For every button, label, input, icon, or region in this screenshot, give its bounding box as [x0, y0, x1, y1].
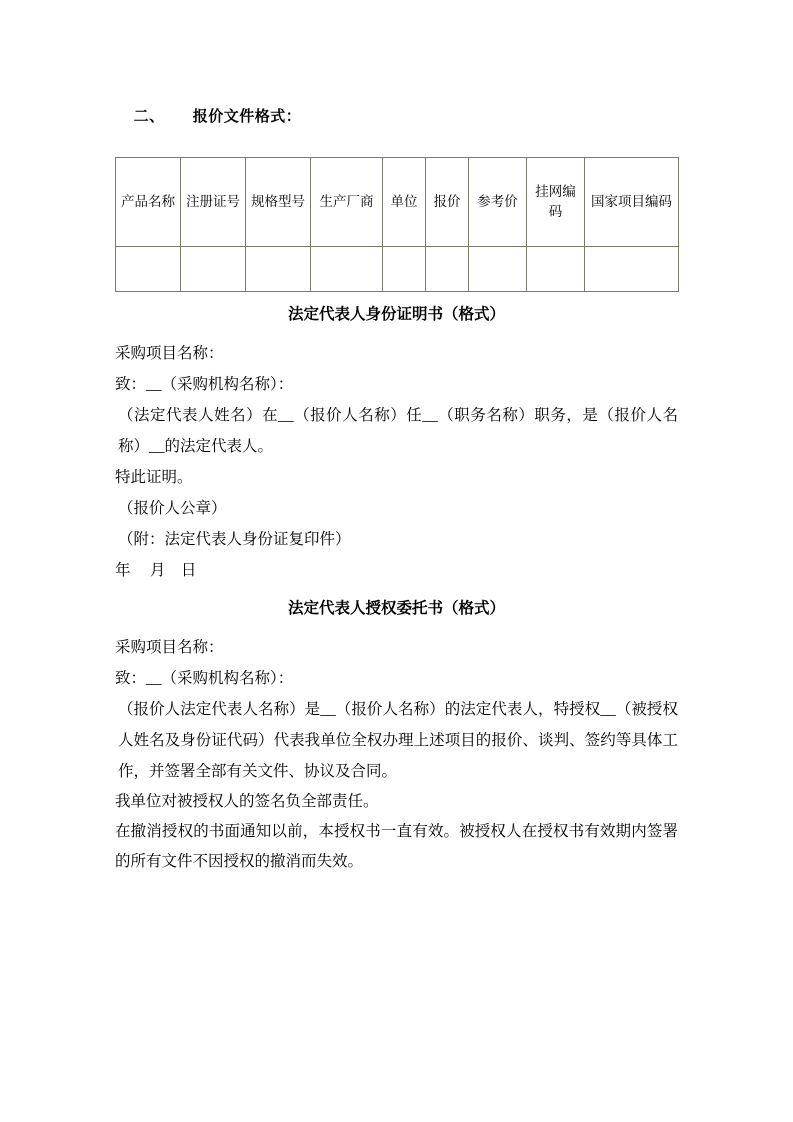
table-header-cell: 报价 — [426, 158, 469, 247]
power-of-attorney-body — [115, 632, 678, 878]
date-line: 年 月 日 — [115, 562, 197, 579]
paragraph: 致：__（采购机构名称）： — [115, 376, 294, 393]
section-title: 报价文件格式： — [192, 108, 302, 125]
table-header-cell: 注册证号 — [181, 158, 246, 247]
power-of-attorney-title: 法定代表人授权委托书（格式） — [287, 600, 505, 617]
table-cell — [311, 247, 383, 292]
table-header-cell: 规格型号 — [246, 158, 311, 247]
paragraph: 采购项目名称： — [115, 639, 224, 656]
paragraph: 我单位对被授权人的签名负全部责任。 — [115, 793, 379, 810]
table-header-cell: 国家项目编码 — [585, 158, 679, 247]
table-row — [116, 247, 679, 292]
table-header-cell: 产品名称 — [116, 158, 181, 247]
table-cell — [469, 247, 527, 292]
table-cell — [383, 247, 426, 292]
table-header-cell: 生产厂商 — [311, 158, 383, 247]
table-cell — [426, 247, 469, 292]
section-number: 二、 — [133, 108, 165, 125]
section-heading — [115, 88, 678, 143]
paragraph: 致：__（采购机构名称）： — [115, 670, 294, 687]
paragraph: 采购项目名称： — [115, 345, 224, 362]
table-header-row — [116, 158, 679, 247]
table-cell — [585, 247, 679, 292]
table-header-cell: 挂网编码 — [527, 158, 585, 247]
table-cell — [527, 247, 585, 292]
paragraph: （法定代表人姓名）在__（报价人名称）任__（职务名称）职务，是（报价人名称）__的法定代表人。 — [118, 407, 678, 455]
table-header-cell: 单位 — [383, 158, 426, 247]
paragraph: （报价人公章） — [118, 500, 227, 517]
paragraph: 在撤消授权的书面通知以前，本授权书一直有效。被授权人在授权书有效期内签署的所有文件不因授权的撤消而失效。 — [115, 823, 678, 871]
paragraph: （附：法定代表人身份证复印件） — [118, 531, 351, 548]
paragraph: （报价人法定代表人名称）是__（报价人名称）的法定代表人，特授权__（被授权人姓名及身份证代码）代表我单位全权办理上述项目的报价、谈判、签约等具体工作，并签署全部有关文件、协议及合同。 — [118, 701, 678, 780]
table-cell — [246, 247, 311, 292]
legal-rep-id-title: 法定代表人身份证明书（格式） — [287, 306, 505, 323]
paragraph: 特此证明。 — [115, 469, 193, 486]
quotation-table — [115, 157, 679, 292]
table-cell — [116, 247, 181, 292]
table-cell — [181, 247, 246, 292]
table-header-cell: 参考价 — [469, 158, 527, 247]
legal-rep-id-body — [115, 338, 678, 586]
